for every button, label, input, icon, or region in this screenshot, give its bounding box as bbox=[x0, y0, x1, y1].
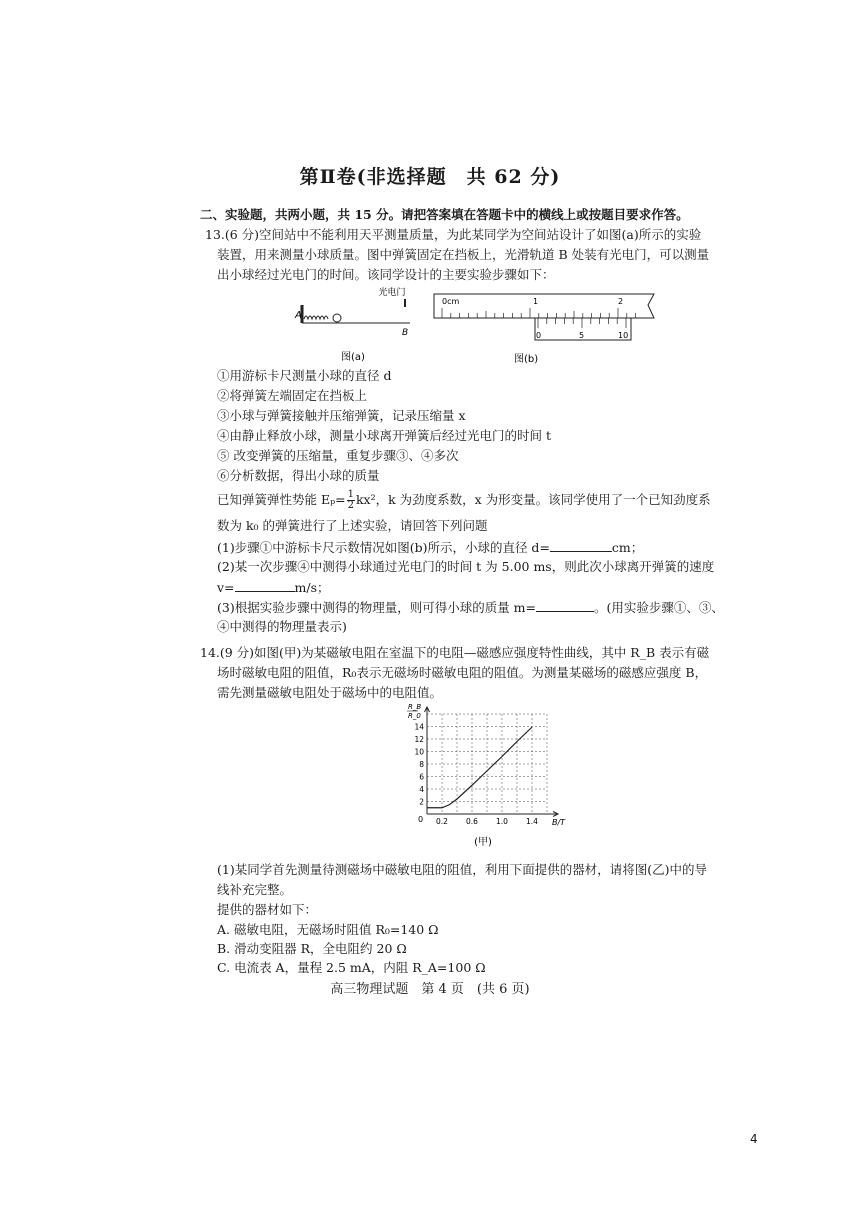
main-scale-ticks bbox=[442, 308, 636, 318]
energy-formula-line bbox=[217, 490, 711, 511]
figure-a bbox=[285, 285, 435, 365]
energy-line-2: 数为 k₀ 的弹簧进行了上述实验，请回答下列问题 bbox=[217, 518, 488, 533]
y-tick-labels bbox=[414, 723, 424, 807]
fig-b-caption: 图(b) bbox=[514, 354, 539, 365]
origin-label: 0 bbox=[418, 815, 424, 824]
equipment-title: 提供的器材如下： bbox=[217, 902, 318, 917]
q13-sub-2b bbox=[217, 579, 330, 596]
spring bbox=[304, 316, 328, 319]
sub2-v: v= bbox=[217, 580, 235, 595]
fraction-denominator: 2 bbox=[347, 500, 354, 511]
sub1-text: (1)步骤①中游标卡尺示数情况如图(b)所示，小球的直径 d= bbox=[217, 540, 550, 555]
main-scale-2: 2 bbox=[618, 297, 624, 306]
label-b: B bbox=[402, 328, 409, 338]
q14-sub-1b: 线补充完整。 bbox=[217, 882, 293, 897]
photogate-label: 光电门 bbox=[378, 288, 406, 298]
sub3-text: (3)根据实验步骤中测得的物理量，则可得小球的质量 m= bbox=[217, 600, 537, 615]
answer-blank-m[interactable] bbox=[536, 599, 594, 612]
vernier-10: 10 bbox=[618, 331, 629, 340]
section-instruction: 二、实验题，共两小题，共 15 分。请把答案填在答题卡中的横线上或按题目要求作答。 bbox=[200, 207, 689, 222]
energy-pre: 已知弹簧弹性势能 Eₚ= bbox=[217, 492, 346, 507]
q14-sub-1: (1)某同学首先测量待测磁场中磁敏电阻的阻值，利用下面提供的器材，请将图(乙)中的导 bbox=[217, 862, 707, 877]
figure-b bbox=[432, 292, 667, 367]
q13-sub-2: (2)某一次步骤④中测得小球通过光电门的时间 t 为 5.00 ms，则此次小球离开弹簧的速度 bbox=[217, 559, 715, 574]
x-tick-label: 0.2 bbox=[436, 817, 448, 826]
q13-sub-3 bbox=[217, 599, 724, 616]
page-number: 4 bbox=[750, 1132, 758, 1146]
x-tick-label: 1.4 bbox=[526, 817, 538, 826]
ball bbox=[333, 314, 341, 322]
answer-blank-d[interactable] bbox=[550, 539, 612, 552]
y-tick-label: 4 bbox=[419, 785, 424, 794]
q13-line-1: 13.(6 分)空间站中不能利用天平测量质量，为此某同学为空间站设计了如图(a)所示的实验 bbox=[205, 227, 702, 242]
sub2-unit: m/s； bbox=[294, 580, 330, 595]
x-tick-labels bbox=[436, 817, 538, 826]
answer-blank-v[interactable] bbox=[235, 579, 295, 592]
chart-axes bbox=[425, 707, 559, 817]
q14-line-1: 14.(9 分)如图(甲)为某磁敏电阻在室温下的电阻—磁感应强度特性曲线，其中 R_B 表示有磁 bbox=[200, 645, 710, 660]
step-2: ②将弹簧左端固定在挡板上 bbox=[217, 388, 368, 403]
y-label-denominator: R_0 bbox=[408, 712, 421, 720]
q13-sub-1 bbox=[217, 539, 643, 556]
page-footer: 高三物理试题 第 4 页 (共 6 页) bbox=[330, 982, 530, 997]
one-half-fraction bbox=[347, 490, 355, 511]
vernier-0: 0 bbox=[536, 331, 542, 340]
sub1-unit: cm； bbox=[611, 540, 644, 555]
q13-line-2: 装置，用来测量小球质量。图中弹簧固定在挡板上，光滑轨道 B 处装有光电门，可以测量 bbox=[217, 247, 710, 262]
equipment-a: A. 磁敏电阻，无磁场时阻值 R₀=140 Ω bbox=[217, 922, 439, 937]
chart-grid bbox=[427, 714, 547, 814]
equipment-c: C. 电流表 A，量程 2.5 mA，内阻 R_A=100 Ω bbox=[217, 960, 486, 975]
y-tick-label: 14 bbox=[414, 722, 424, 732]
rb-b-chart bbox=[385, 700, 575, 852]
label-a: A bbox=[295, 310, 302, 321]
chart-caption: (甲) bbox=[474, 837, 492, 848]
step-3: ③小球与弹簧接触并压缩弹簧，记录压缩量 x bbox=[217, 408, 466, 423]
sub3-post: 。(用实验步骤①、③、 bbox=[594, 600, 724, 615]
section-title: 第Ⅱ卷(非选择题 共 62 分) bbox=[299, 166, 561, 188]
y-tick-label: 6 bbox=[419, 772, 424, 782]
x-tick-label: 0.6 bbox=[466, 817, 478, 826]
fraction-numerator: 1 bbox=[347, 489, 354, 500]
main-scale-1: 1 bbox=[533, 297, 539, 306]
q14-line-2: 场时磁敏电阻的阻值，R₀表示无磁场时磁敏电阻的阻值。为测量某磁场的磁感应强度 B， bbox=[217, 665, 708, 680]
x-axis-label: B/T bbox=[552, 818, 566, 827]
step-6: ⑥分析数据，得出小球的质量 bbox=[217, 468, 380, 483]
energy-post: kx²，k 为劲度系数，x 为形变量。该同学使用了一个已知劲度系 bbox=[355, 492, 711, 507]
equipment-b: B. 滑动变阻器 R，全电阻约 20 Ω bbox=[217, 941, 407, 956]
vernier-scale-ticks bbox=[538, 318, 626, 328]
main-scale-0cm: 0cm bbox=[442, 297, 460, 306]
fig-a-caption: 图(a) bbox=[341, 352, 365, 363]
vernier-5: 5 bbox=[579, 331, 585, 340]
y-label-numerator: R_B bbox=[408, 703, 422, 711]
y-tick-label: 2 bbox=[419, 797, 424, 807]
step-4: ④由静止释放小球，测量小球离开弹簧后经过光电门的时间 t bbox=[217, 428, 551, 443]
q14-line-3: 需先测量磁敏电阻处于磁场中的电阻值。 bbox=[217, 685, 443, 700]
y-tick-label: 8 bbox=[419, 760, 424, 769]
step-1: ①用游标卡尺测量小球的直径 d bbox=[217, 368, 392, 383]
step-5: ⑤ 改变弹簧的压缩量，重复步骤③、④多次 bbox=[217, 448, 459, 463]
q13-line-3: 出小球经过光电门的时间。该同学设计的主要实验步骤如下： bbox=[217, 267, 555, 282]
x-tick-label: 1.0 bbox=[496, 817, 508, 826]
q13-sub-3b: ④中测得的物理量表示) bbox=[217, 619, 347, 634]
y-tick-label: 10 bbox=[414, 747, 424, 757]
y-tick-label: 12 bbox=[414, 735, 424, 744]
